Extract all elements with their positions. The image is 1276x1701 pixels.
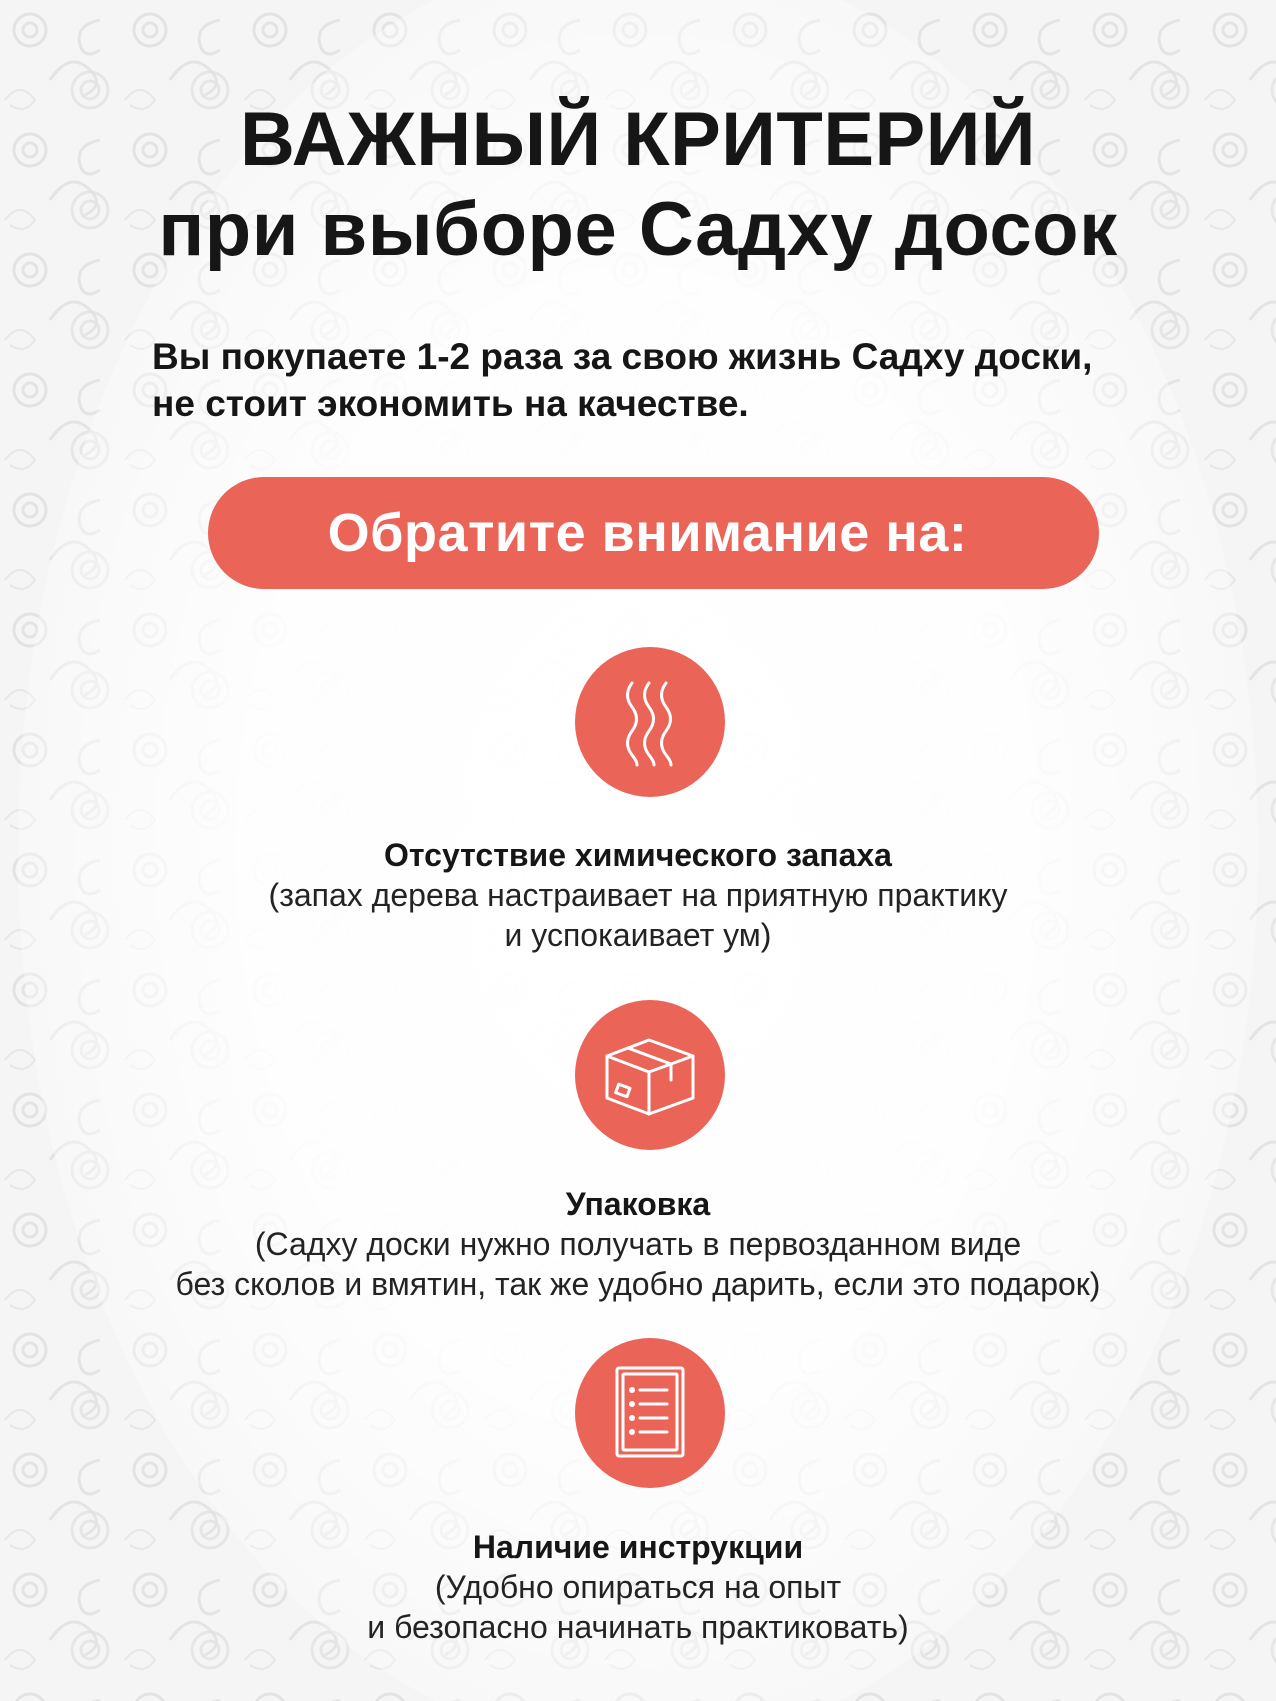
scent-waves-icon — [575, 647, 725, 797]
attention-banner: Обратите внимание на: — [208, 477, 1099, 589]
intro-line-2: не стоит экономить на качестве. — [152, 383, 749, 424]
feature-description-line: (Садху доски нужно получать в первозданном виде — [254, 1226, 1022, 1262]
intro-line-1: Вы покупаете 1-2 раза за свою жизнь Садху доски, — [152, 336, 1093, 377]
feature-title: Упаковка — [565, 1186, 711, 1222]
feature-description-line: (Удобно опираться на опыт — [434, 1569, 842, 1605]
feature-block-scent — [0, 835, 1276, 955]
feature-description-line: (запах дерева настраивает на приятную практику — [268, 877, 1008, 913]
feature-block-instructions — [0, 1527, 1276, 1647]
intro-text — [152, 333, 1152, 427]
feature-title: Наличие инструкции — [472, 1529, 804, 1565]
feature-icon-circle — [575, 647, 725, 797]
title-line-1: ВАЖНЫЙ КРИТЕРИЙ — [240, 97, 1036, 182]
feature-title: Отсутствие химического запаха — [384, 837, 892, 873]
feature-description-line: и успокаивает ум) — [504, 917, 772, 953]
feature-description-line: и безопасно начинать практиковать) — [367, 1609, 909, 1645]
package-box-icon — [575, 1000, 725, 1150]
feature-description-line: без сколов и вмятин, так же удобно дарить, если это подарок) — [175, 1266, 1101, 1302]
instruction-list-icon — [575, 1338, 725, 1488]
title-line-2: при выборе Садху досок — [158, 187, 1118, 272]
feature-block-packaging — [0, 1184, 1276, 1304]
feature-icon-circle — [575, 1338, 725, 1488]
page-title — [0, 95, 1276, 275]
feature-icon-circle — [575, 1000, 725, 1150]
